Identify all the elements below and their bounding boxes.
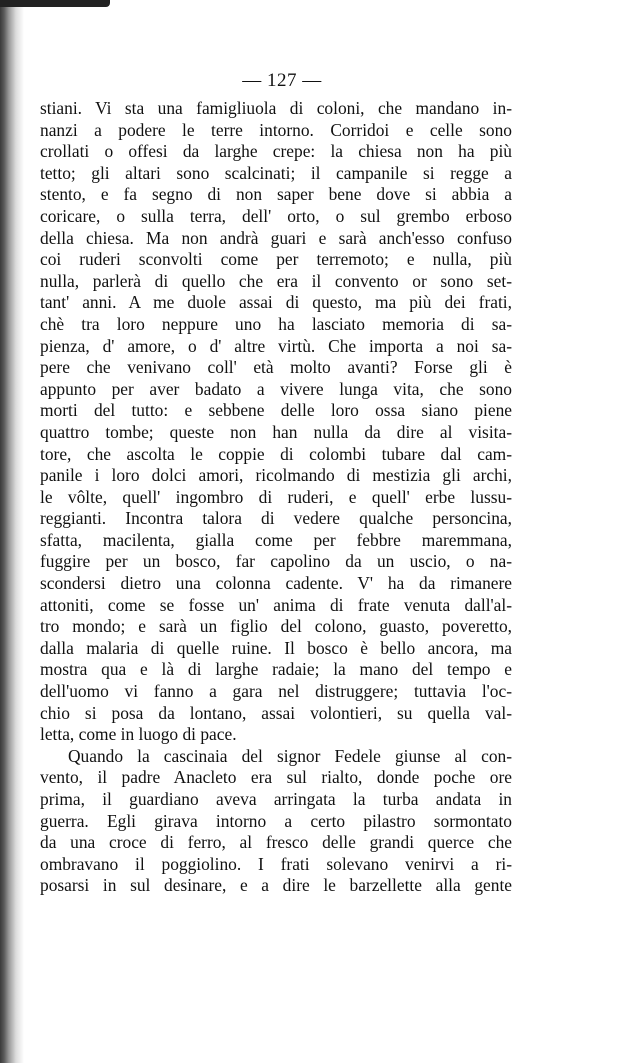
text-line: guerra. Egli girava intorno a certo pilastro sormontato: [40, 810, 512, 831]
text-line: panile i loro dolci amori, ricolmando di mestizia gli archi,: [40, 465, 512, 486]
text-line: stiani. Vi sta una famigliuola di coloni, che mandano in-: [40, 98, 512, 118]
paragraph-start-line: Quando la cascinaia del signor Fedele giunse al con-: [68, 745, 512, 766]
text-line: quattro tombe; queste non han nulla da dire al visita-: [40, 421, 512, 442]
text-line: prima, il guardiano aveva arringata la turba andata in: [40, 789, 512, 809]
text-line: stento, e fa segno di non saper bene dove si abbia a: [40, 184, 512, 205]
body-text: [40, 98, 512, 897]
text-line: vento, il padre Anacleto era sul rialto, donde poche ore: [40, 767, 512, 788]
text-line: appunto per aver badato a vivere lunga vita, che sono: [40, 378, 512, 399]
text-line: coi ruderi sconvolti come per terremoto; e nulla, più: [40, 249, 512, 270]
page-number: — 127 —: [242, 70, 322, 91]
text-line: pere che venivano coll' età molto avanti? Forse gli è: [40, 357, 512, 378]
text-line: ombravano il poggiolino. I frati solevano venirvi a ri-: [40, 853, 512, 874]
text-line: scondersi dietro una colonna cadente. V' ha da rimanere: [40, 573, 512, 594]
text-line: coricare, o sulla terra, dell' orto, o sul grembo erboso: [40, 205, 512, 226]
text-line: le vôlte, quell' ingombro di ruderi, e quell' erbe lussu-: [40, 486, 512, 507]
text-line: crollati o offesi da larghe crepe: la chiesa non ha più: [40, 141, 512, 162]
text-line: tro mondo; e sarà un figlio del colono, guasto, poveretto,: [40, 616, 512, 637]
paragraph-end-line: letta, come in luogo di pace.: [40, 724, 237, 745]
book-binding-shadow: [0, 0, 24, 1063]
text-line: chè tra loro neppure uno ha lasciato memoria di sa-: [40, 313, 512, 334]
text-line: tant' anni. A me duole assai di questo, ma più dei frati,: [40, 292, 512, 313]
text-line: dalla malaria di quelle ruine. Il bosco è bello ancora, ma: [40, 637, 512, 658]
text-line: tore, che ascolta le coppie di colombi tubare dal cam-: [40, 443, 512, 464]
text-line: nulla, parlerà di quello che era il convento or sono set-: [40, 270, 512, 291]
scan-edge-mark: [0, 0, 110, 7]
text-line: dell'uomo vi fanno a gara nel distruggere; tuttavia l'oc-: [40, 681, 512, 702]
text-line: della chiesa. Ma non andrà guari e sarà anch'esso confuso: [40, 227, 512, 248]
text-line: sfatta, macilenta, gialla come per febbre maremmana,: [40, 529, 512, 550]
text-line: tetto; gli altari sono scalcinati; il campanile si regge a: [40, 162, 512, 183]
text-line: reggianti. Incontra talora di vedere qualche personcina,: [40, 508, 512, 529]
text-line: mostra qua e là di larghe radaie; la mano del tempo e: [40, 659, 512, 680]
text-line: chio si posa da lontano, assai volontieri, su quella val-: [40, 702, 512, 723]
text-line: fuggire per un bosco, far capolino da un uscio, o na-: [40, 551, 512, 572]
text-line: nanzi a podere le terre intorno. Corridoi e celle sono: [40, 119, 512, 140]
text-line: morti del tutto: e sebbene delle loro ossa siano piene: [40, 400, 512, 421]
text-line: pienza, d' amore, o d' altre virtù. Che importa a noi sa-: [40, 335, 512, 356]
text-line: da una croce di ferro, al fresco delle grandi querce che: [40, 832, 512, 853]
text-line: posarsi in sul desinare, e a dire le barzellette alla gente: [40, 875, 512, 896]
text-line: attoniti, come se fosse un' anima di frate venuta dall'al-: [40, 594, 512, 615]
